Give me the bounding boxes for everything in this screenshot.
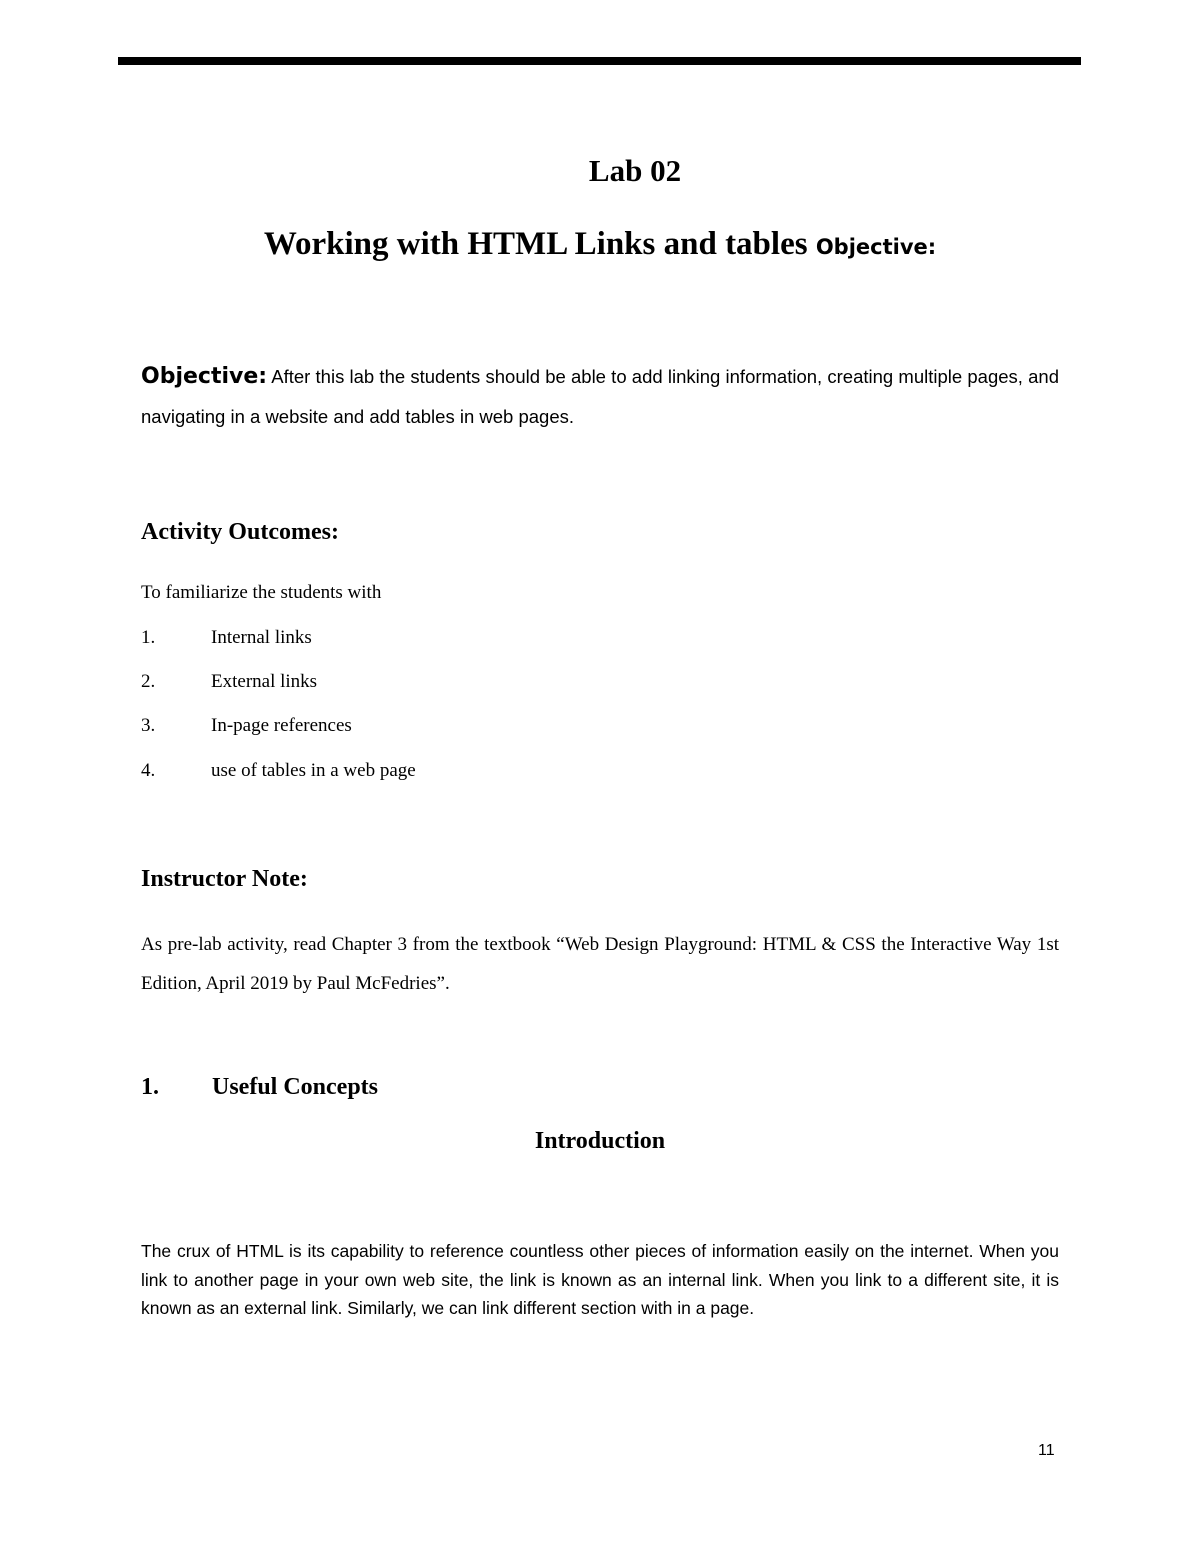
section-heading <box>141 1074 378 1101</box>
main-title <box>0 226 1200 263</box>
instructor-note-heading: Instructor Note: <box>141 866 308 892</box>
objective-paragraph <box>141 357 1059 437</box>
section-title: Useful Concepts <box>212 1074 378 1100</box>
list-item-number: 4. <box>141 760 156 781</box>
introduction-heading: Introduction <box>534 1128 666 1154</box>
section-number: 1. <box>141 1074 159 1100</box>
introduction-paragraph: The crux of HTML is its capability to reference countless other pieces of information easily on the internet. When you link to another page in your own web site, the link is known as an internal link. When you link to a different site, it is known as an external link. Similarly, we can link different section with in a page. <box>141 1241 1059 1318</box>
page-number: 11 <box>1038 1442 1055 1459</box>
activity-outcomes-intro: To familiarize the students with <box>141 582 382 603</box>
objective-text: After this lab the students should be able to add linking information, creating multiple pages, and navigating in a website and add tables in web pages. <box>141 366 1059 427</box>
list-item-text: Internal links <box>211 627 312 648</box>
list-item-number: 2. <box>141 671 156 692</box>
list-item-text: External links <box>211 671 318 692</box>
list-item <box>141 671 317 693</box>
top-rule <box>118 57 1081 65</box>
main-title-suffix: Objective: <box>815 235 937 259</box>
main-title-text: Working with HTML Links and tables <box>263 226 808 262</box>
list-item-text: In-page references <box>211 715 352 736</box>
list-item <box>141 627 312 649</box>
list-item-number: 3. <box>141 715 156 736</box>
list-item <box>141 760 416 782</box>
objective-label: Objective: <box>141 364 268 389</box>
activity-outcomes-heading: Activity Outcomes: <box>141 519 339 545</box>
instructor-note-text: As pre-lab activity, read Chapter 3 from the textbook “Web Design Playground: HTML & CSS the Interactive Way 1st Edition, April 2019 by Paul McFedries”. <box>141 934 1059 994</box>
list-item <box>141 715 352 737</box>
list-item-number: 1. <box>141 627 156 648</box>
lab-title: Lab 02 <box>588 153 682 188</box>
list-item-text: use of tables in a web page <box>211 760 416 781</box>
